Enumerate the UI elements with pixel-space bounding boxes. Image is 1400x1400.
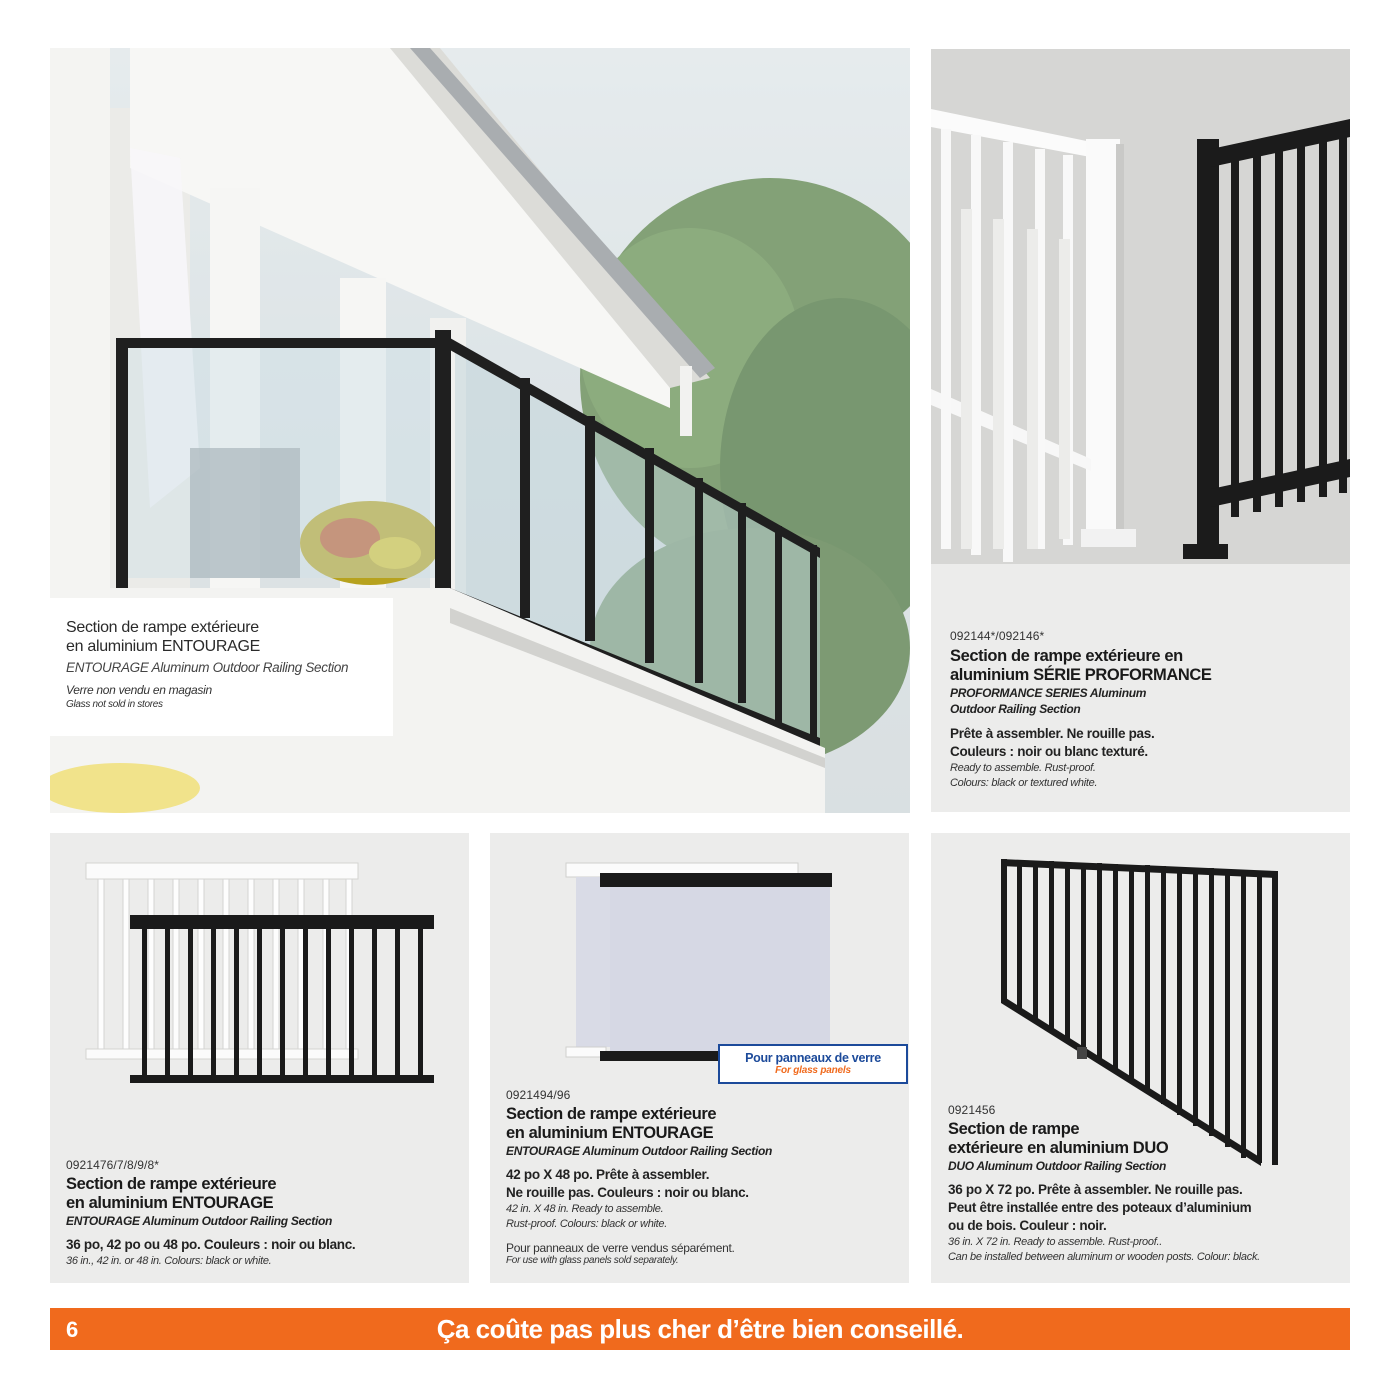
duo-title-line2: extérieure en aluminium DUO (948, 1139, 1169, 1157)
hero-title-line2: en aluminium ENTOURAGE (66, 638, 261, 655)
hero-title-line1: Section de rampe extérieure (66, 619, 259, 636)
entourage-glass-body-line2: Ne rouille pas. Couleurs : noir ou blanc. (506, 1185, 749, 1200)
hero-note-en: Glass not sold in stores (66, 699, 163, 710)
proformance-body-line2: Couleurs : noir ou blanc texturé. (950, 744, 1148, 759)
entourage-glass-small-line2: Rust-proof. Colours: black or white. (506, 1218, 667, 1230)
entourage-glass-subtitle-en: ENTOURAGE Aluminum Outdoor Railing Section (506, 1144, 773, 1158)
footer-slogan: Ça coûte pas plus cher d’être bien conseillé. (436, 1314, 964, 1344)
proformance-subtitle-en-line1: PROFORMANCE SERIES Aluminum (950, 686, 1147, 700)
footer-bar (50, 1308, 1350, 1350)
hero-caption (50, 598, 393, 736)
duo-body-line1: 36 po X 72 po. Prête à assembler. Ne rouille pas. (948, 1182, 1243, 1197)
proformance-railing-image (931, 49, 1350, 564)
proformance-small-line1: Ready to assemble. Rust-proof. (950, 762, 1096, 774)
hero-subtitle-en: ENTOURAGE Aluminum Outdoor Railing Section (66, 660, 349, 675)
proformance-title-line1: Section de rampe extérieure en (950, 647, 1183, 665)
entourage-balusters-title-line1: Section de rampe extérieure (66, 1175, 277, 1193)
duo-body-line2: Peut être installée entre des poteaux d’aluminium (948, 1200, 1252, 1215)
duo-small-line2: Can be installed between aluminum or wooden posts. Colour: black. (948, 1251, 1260, 1263)
entourage-glass-code: 0921494/96 (506, 1088, 571, 1102)
entourage-glass-note-fr: Pour panneaux de verre vendus séparément. (506, 1241, 735, 1255)
duo-small-line1: 36 in. X 72 in. Ready to assemble. Rust-proof.. (948, 1236, 1162, 1248)
page-number: 6 (66, 1317, 79, 1342)
entourage-balusters-title-line2: en aluminium ENTOURAGE (66, 1194, 274, 1212)
entourage-glass-title-line2: en aluminium ENTOURAGE (506, 1124, 714, 1142)
entourage-glass-body-line1: 42 po X 48 po. Prête à assembler. (506, 1167, 710, 1182)
entourage-balusters-subtitle-en: ENTOURAGE Aluminum Outdoor Railing Section (66, 1214, 333, 1228)
duo-panel (931, 833, 1350, 1283)
proformance-subtitle-en-line2: Outdoor Railing Section (950, 702, 1081, 716)
glass-badge-en: For glass panels (775, 1065, 851, 1076)
entourage-glass-note-en: For use with glass panels sold separately. (506, 1255, 679, 1266)
entourage-balusters-body-line1: 36 po, 42 po ou 48 po. Couleurs : noir ou blanc. (66, 1237, 356, 1252)
hero-photo-panel (50, 48, 910, 813)
proformance-panel (931, 49, 1350, 812)
duo-body-line3: ou de bois. Couleur : noir. (948, 1218, 1107, 1233)
glass-badge-fr: Pour panneaux de verre (745, 1051, 881, 1065)
entourage-balusters-code: 0921476/7/8/9/8* (66, 1158, 160, 1172)
glass-panels-badge (718, 1044, 908, 1084)
hero-note-fr: Verre non vendu en magasin (66, 683, 212, 697)
duo-subtitle-en: DUO Aluminum Outdoor Railing Section (948, 1159, 1167, 1173)
duo-title-line1: Section de rampe (948, 1120, 1080, 1138)
proformance-title-line2: aluminium SÉRIE PROFORMANCE (950, 666, 1212, 684)
entourage-glass-image (490, 833, 909, 1073)
duo-code: 0921456 (948, 1103, 996, 1117)
entourage-balusters-image (50, 833, 469, 1093)
proformance-body-line1: Prête à assembler. Ne rouille pas. (950, 726, 1155, 741)
entourage-glass-title-line1: Section de rampe extérieure (506, 1105, 717, 1123)
proformance-code: 092144*/092146* (950, 629, 1045, 643)
entourage-balusters-panel (50, 833, 469, 1283)
proformance-small-line2: Colours: black or textured white. (950, 777, 1098, 789)
entourage-balusters-small-line1: 36 in., 42 in. or 48 in. Colours: black or white. (66, 1255, 272, 1267)
entourage-glass-small-line1: 42 in. X 48 in. Ready to assemble. (506, 1203, 664, 1215)
